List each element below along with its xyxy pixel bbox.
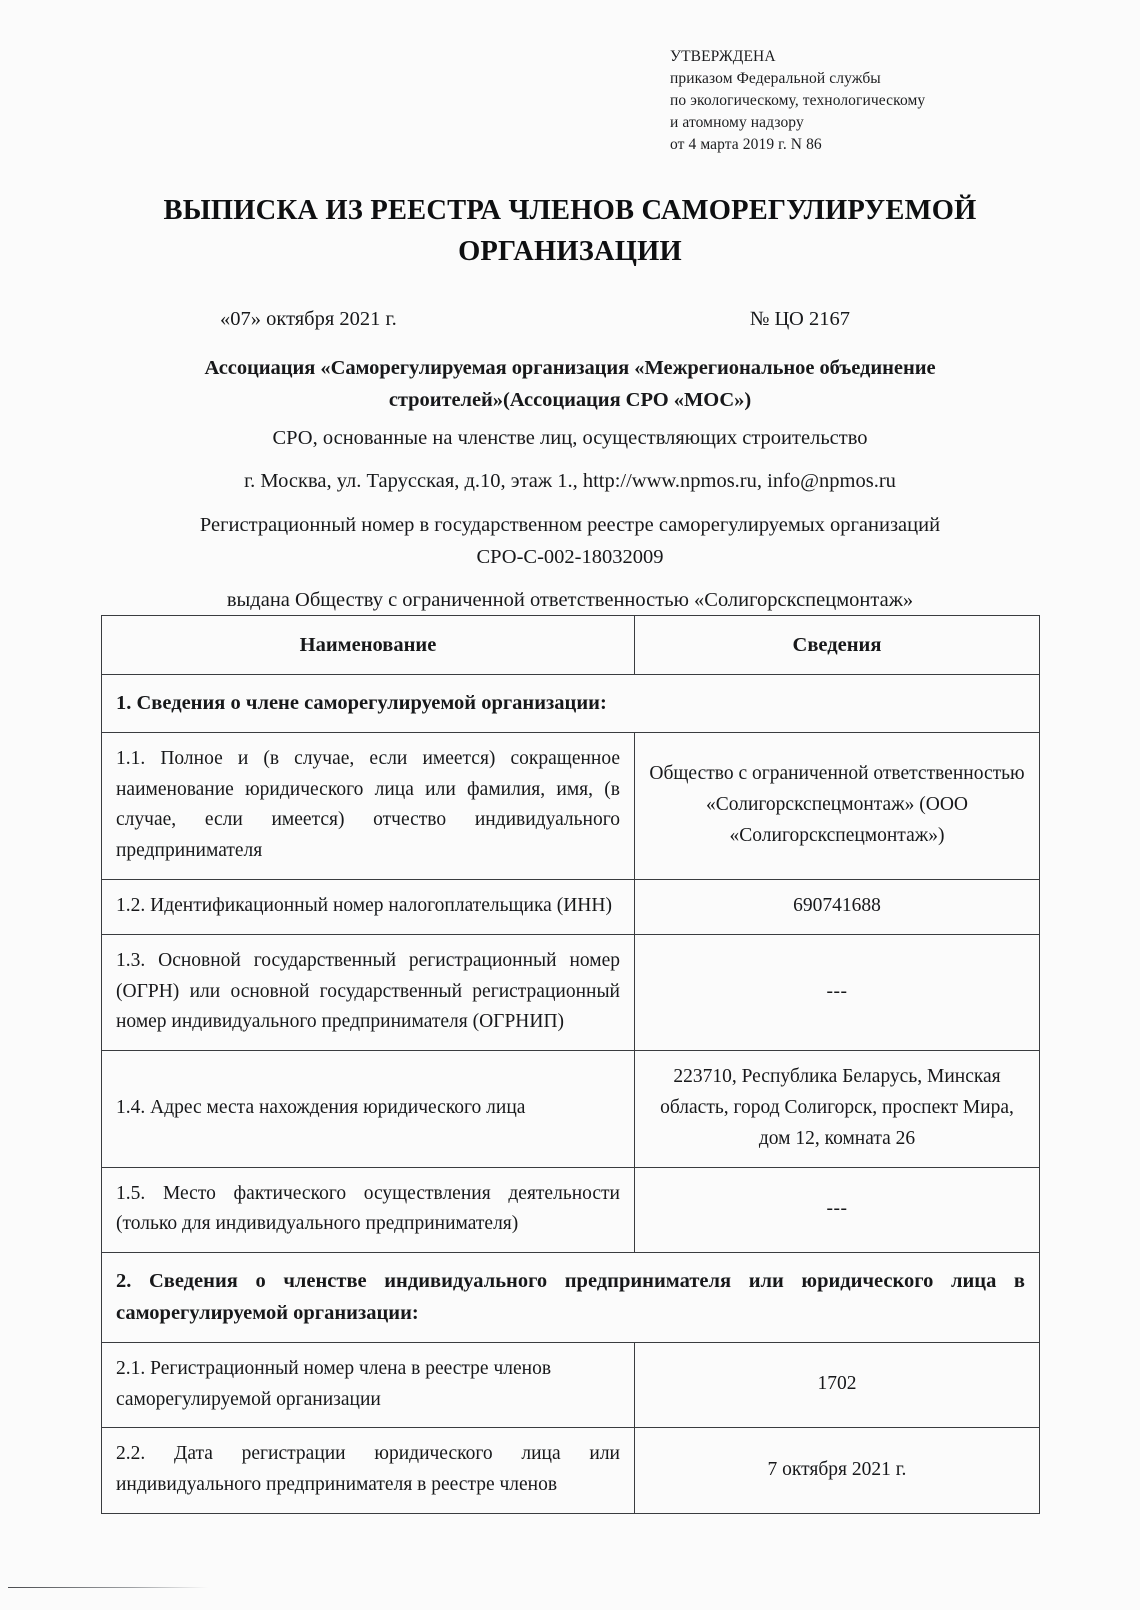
row-value-2-2: 7 октября 2021 г.: [635, 1428, 1040, 1514]
organization-address: г. Москва, ул. Тарусская, д.10, этаж 1., http://www.npmos.ru, info@npmos.ru: [244, 470, 896, 492]
row-label-2-2: 2.2. Дата регистрации юридического лица или индивидуального предпринимателя в реестре членов: [102, 1428, 635, 1514]
section-heading-2: 2. Сведения о членстве индивидуального предпринимателя или юридического лица в саморегулируемой организации:: [102, 1253, 1040, 1343]
approval-line-1: УТВЕРЖДЕНА: [670, 48, 776, 65]
row-value-1-5: ---: [635, 1167, 1040, 1253]
document-meta-row: [140, 308, 1000, 331]
registry-table: [101, 615, 1040, 1514]
row-value-2-1: 1702: [635, 1342, 1040, 1428]
state-registry-number: СРО-С-002-18032009: [476, 546, 664, 568]
issued-to-line: выдана Обществу с ограниченной ответственностью «Солигорскспецмонтаж»: [226, 589, 914, 611]
approval-line-5: от 4 марта 2019 г. N 86: [670, 136, 822, 153]
table-row: [102, 1342, 1040, 1428]
document-number: № ЦО 2167: [749, 308, 850, 330]
scan-artifact-line: [8, 1587, 208, 1588]
state-registry-label: Регистрационный номер в государственном реестре саморегулируемых организаций: [199, 514, 941, 536]
column-header-name: Наименование: [102, 616, 635, 675]
row-label-1-1: 1.1. Полное и (в случае, если имеется) сокращенное наименование юридического лица или фамилия, имя, (в случае, если имеется) отчество индивидуального предпринимателя: [102, 732, 635, 879]
table-row: [102, 1167, 1040, 1253]
table-row: [102, 675, 1040, 732]
row-label-1-2: 1.2. Идентификационный номер налогоплательщика (ИНН): [102, 879, 635, 934]
table-row: [102, 732, 1040, 879]
table-row: [102, 1253, 1040, 1343]
approval-line-2: приказом Федеральной службы: [670, 70, 881, 87]
row-label-1-3: 1.3. Основной государственный регистрационный номер (ОГРН) или основной государственный регистрационный номер индивидуального предпринимателя (ОГРНИП): [102, 934, 635, 1050]
table-row: [102, 934, 1040, 1050]
column-header-value: Сведения: [635, 616, 1040, 675]
row-value-1-3: ---: [635, 934, 1040, 1050]
table-row: [102, 1428, 1040, 1514]
page-title: ВЫПИСКА ИЗ РЕЕСТРА ЧЛЕНОВ САМОРЕГУЛИРУЕМОЙ ОРГАНИЗАЦИИ: [163, 195, 977, 267]
row-label-1-5: 1.5. Место фактического осуществления деятельности (только для индивидуального предпринимателя): [102, 1167, 635, 1253]
row-label-1-4: 1.4. Адрес места нахождения юридического лица: [102, 1051, 635, 1167]
document-date: «07» октября 2021 г.: [220, 308, 397, 330]
table-row: [102, 1051, 1040, 1167]
approval-line-4: и атомному надзору: [670, 114, 804, 131]
approval-block: [670, 46, 1070, 156]
approval-line-3: по экологическому, технологическому: [670, 92, 926, 109]
section-heading-1: 1. Сведения о члене саморегулируемой организации:: [102, 675, 1040, 732]
row-label-2-1: 2.1. Регистрационный номер члена в реестре членов саморегулируемой организации: [102, 1342, 635, 1428]
row-value-1-4: 223710, Республика Беларусь, Минская область, город Солигорск, проспект Мира, дом 12, комната 26: [635, 1051, 1040, 1167]
row-value-1-1: Общество с ограниченной ответственностью «Солигорскспецмонтаж» (ООО «Солигорскспецмонтаж»): [635, 732, 1040, 879]
table-header-row: [102, 616, 1040, 675]
sro-kind: СРО, основанные на членстве лиц, осуществляющих строительство: [272, 427, 868, 449]
table-row: [102, 879, 1040, 934]
organization-name: Ассоциация «Саморегулируемая организация «Межрегиональное объединение строителей»(Ассоциация СРО «МОС»): [204, 357, 936, 412]
row-value-1-2: 690741688: [635, 879, 1040, 934]
